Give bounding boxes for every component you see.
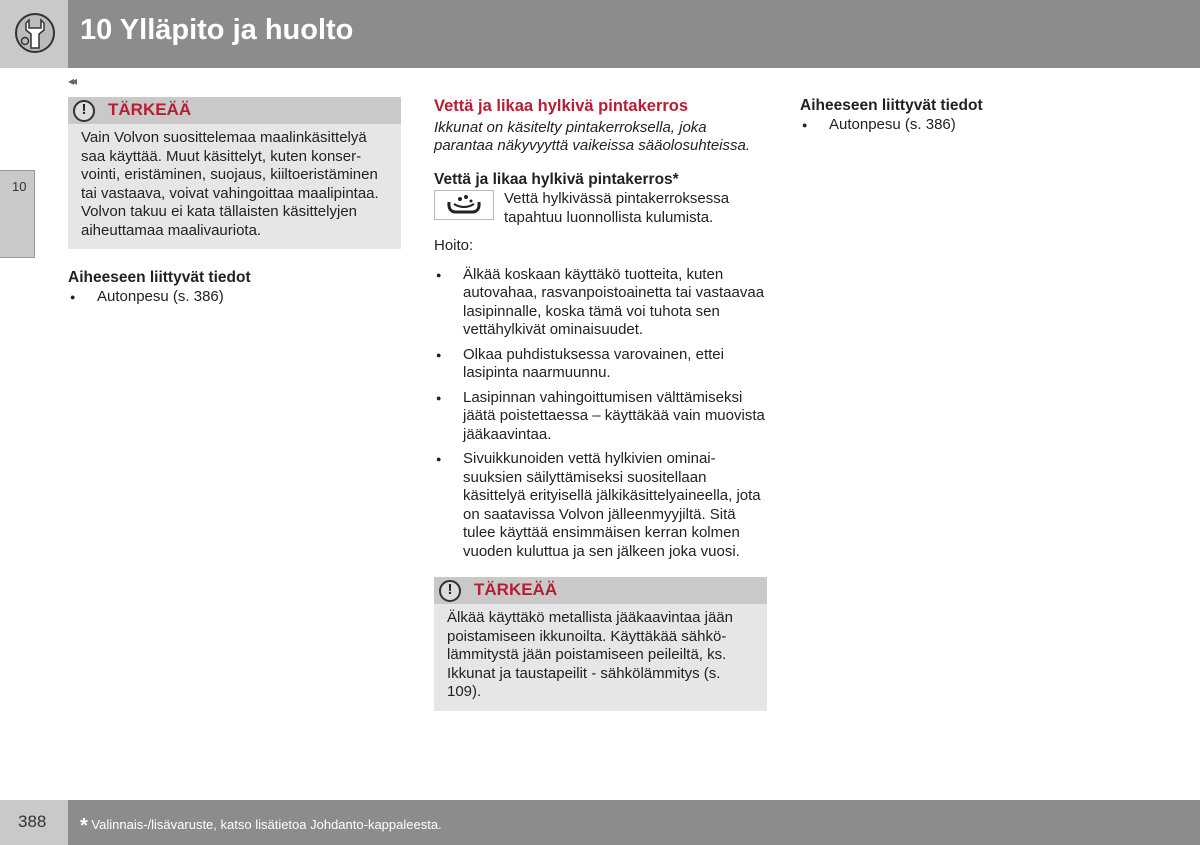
intro-text: Ikkunat on käsitelty pintakerroksella, joka parantaa näkyvyyttä vaikeissa sääolosuhteissa. [434, 118, 751, 154]
warning-text: Vain Volvon suosittelemaa maalinkäsittelyä saa käyttää. Muut käsittelyt, kuten konservointi, eristäminen, suojaus, kiiltoeristäminen tai vastaava, voivat vahingoittaa maalipintaa. Volvon takuu ei kata tällaisten käsittelyjen aiheuttamaa maalivauriota. [68, 124, 401, 249]
column-3 [800, 97, 1130, 140]
water-repellent-symbol-icon [434, 190, 494, 220]
wrench-icon [14, 12, 56, 54]
warning-title: TÄRKEÄÄ [474, 580, 558, 600]
warning-title: TÄRKEÄÄ [108, 100, 192, 120]
care-bullet: ● Lasipinnan vahingoittumisen välttämiseksi jäätä poistettaessa – käyttäkää vain muovista jääkaavintaa. [434, 389, 767, 445]
previous-page-link[interactable]: ◂◂ [68, 74, 75, 88]
section-title: Vettä ja likaa hylkivä pintakerros [434, 97, 689, 115]
care-bullet: ● Sivuikkunoiden vettä hylkivien ominaisuuksien säilyttämiseksi suositellaan käsittelyä erityisellä jälkikäsittelyaineella, jota on saatavissa Volvon jälleenmyyjiltä. Sitä tulee käyttää ensimmäisen kerran kolmen vuoden kuluttua ja sen jälkeen joka vuosi. [434, 450, 767, 561]
related-link[interactable]: ● Autonpesu (s. 386) [800, 116, 1130, 135]
column-1 [68, 97, 401, 312]
warning-text: Älkää käyttäkö metallista jääkaavintaa jään poistamiseen ikkunoilta. Käyttäkää sähkölämmitystä jään poistamiseen peileiltä, ks. Ikkunat ja taustapeilit - sähkölämmitys (s. 109). [434, 604, 767, 711]
exclamation-icon: ! [439, 580, 461, 602]
chapter-tab[interactable]: 10 [0, 170, 35, 258]
related-link[interactable]: ● Autonpesu (s. 386) [68, 288, 401, 307]
column-2 [434, 97, 767, 711]
warning-box [434, 577, 767, 711]
footnote-star: * [80, 815, 88, 837]
related-heading: Aiheeseen liittyvät tiedot [68, 269, 251, 286]
page-number: 388 [0, 800, 68, 845]
footnote-text: Valinnais-/lisävaruste, katso lisätietoa Johdanto-kappaleesta. [91, 817, 442, 832]
care-bullet: ● Älkää koskaan käyttäkö tuotteita, kuten autovahaa, rasvanpoistoainetta tai vastaavaa lasipinnalle, koska tämä voi tuhota sen vettähylkivät ominaisuudet. [434, 266, 767, 340]
chapter-title: 10 Ylläpito ja huolto [80, 14, 354, 46]
subsection-title: Vettä ja likaa hylkivä pintakerros* [434, 170, 679, 188]
exclamation-icon: ! [73, 100, 95, 122]
care-label: Hoito: [434, 237, 474, 254]
footer-note [68, 800, 1200, 845]
warning-box [68, 97, 401, 249]
symbol-description: Vettä hylkivässä pintakerroksessa tapahtuu luonnollista kulumista. [504, 190, 730, 226]
care-bullet: ● Olkaa puhdistuksessa varovainen, ettei lasipinta naarmuunnu. [434, 346, 767, 383]
related-heading: Aiheeseen liittyvät tiedot [800, 97, 983, 114]
